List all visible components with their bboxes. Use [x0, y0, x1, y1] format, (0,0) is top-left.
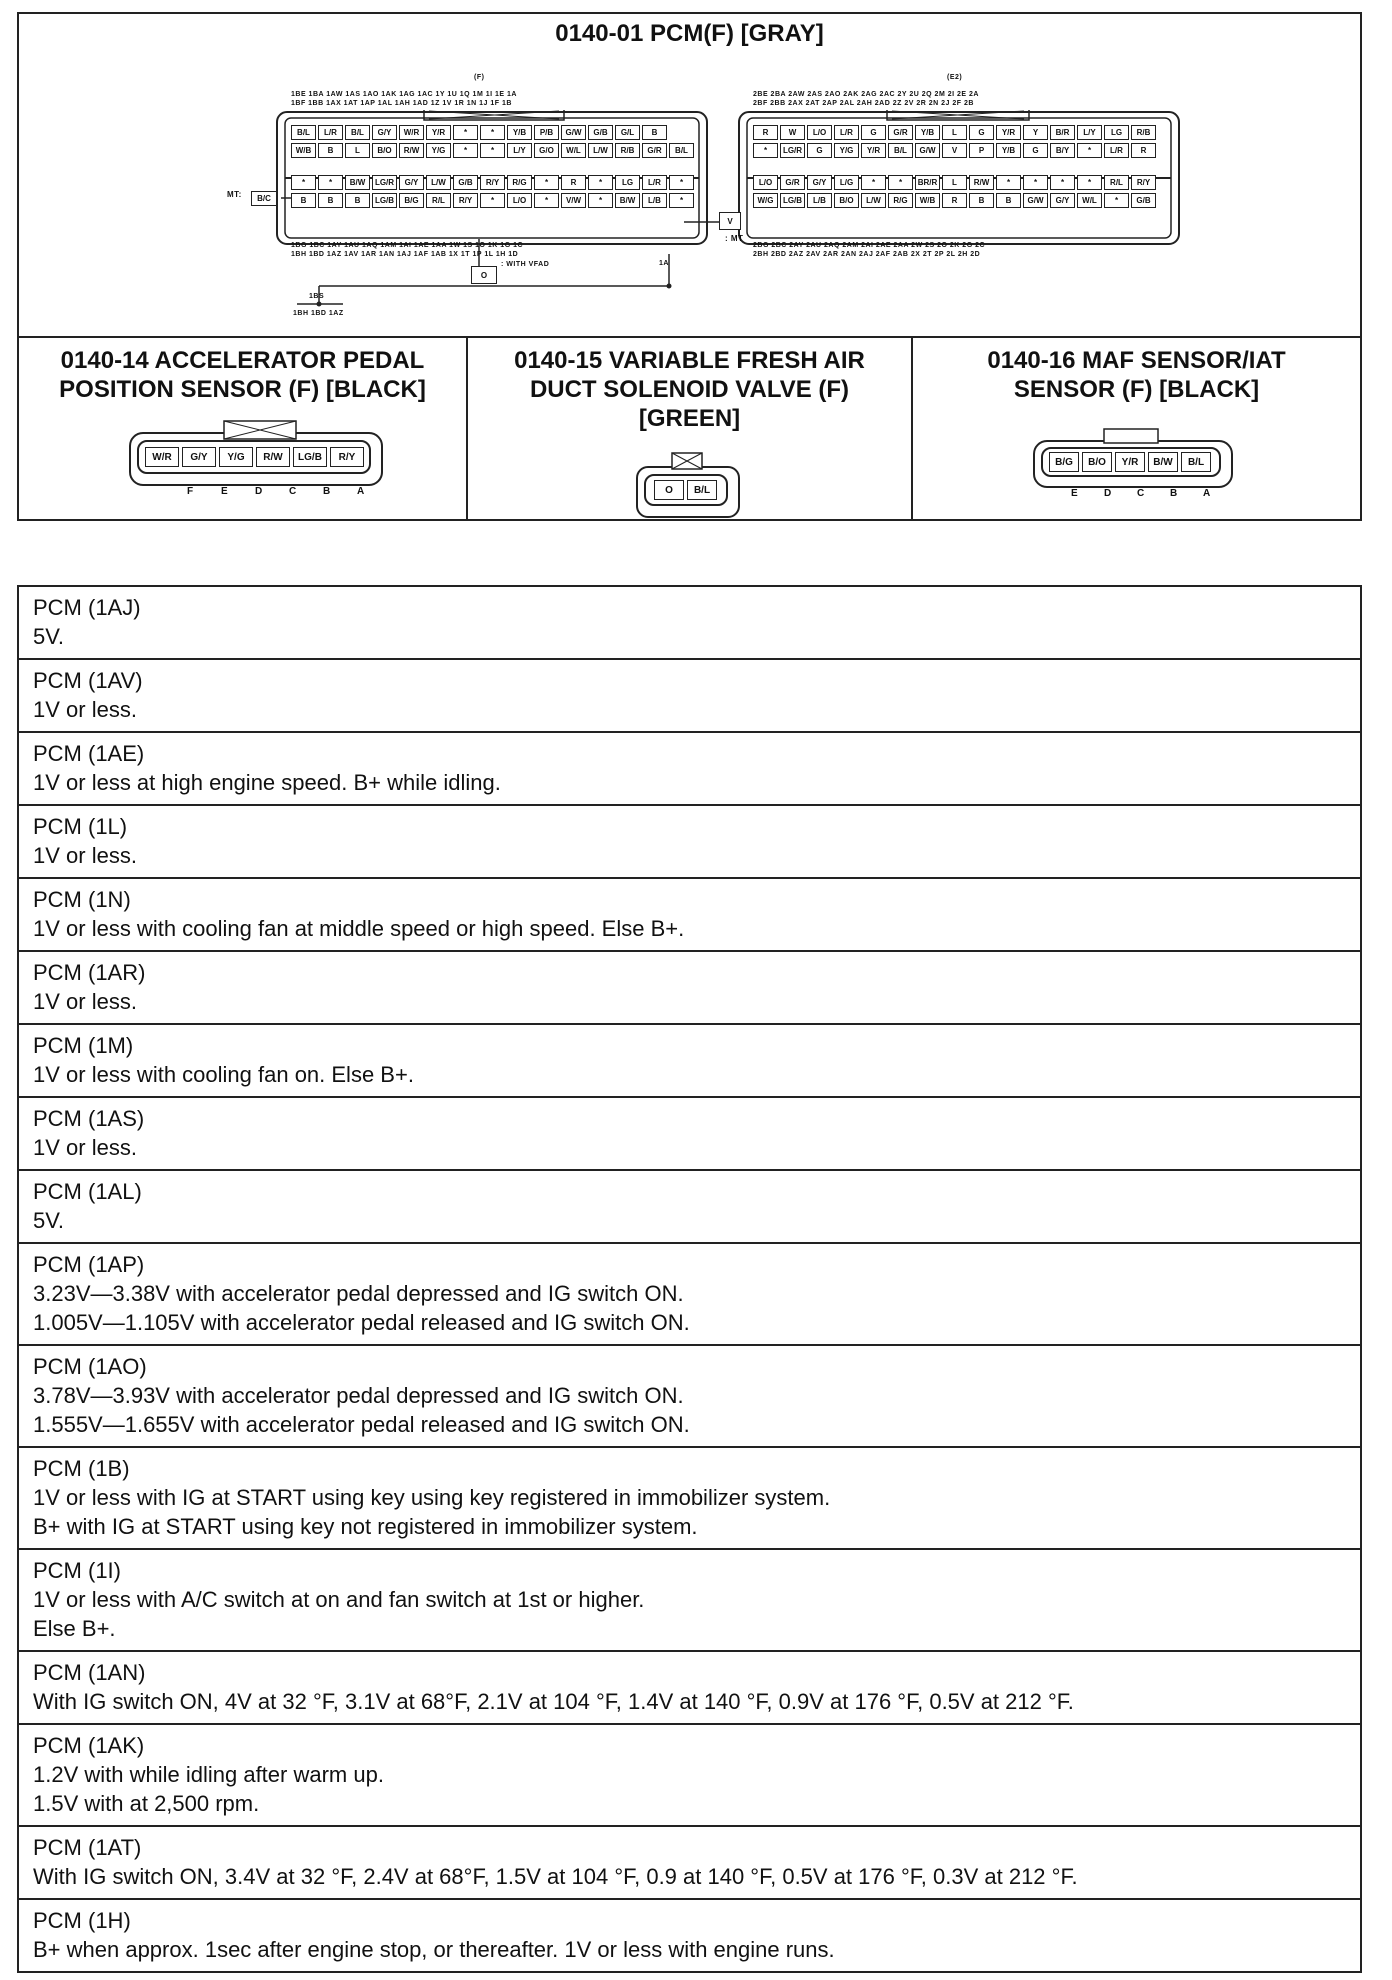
pcm-right-pin: B	[996, 193, 1021, 208]
pcm-left-pin: B	[318, 193, 343, 208]
pcm-left-pin: LG/B	[372, 193, 397, 208]
pcm-right-pin: *	[1050, 175, 1075, 190]
vfad-cell	[468, 336, 913, 519]
appsensor-pin-letter: B	[323, 486, 331, 497]
terminal-label: PCM (1M)	[33, 1033, 134, 1058]
terminal-label: PCM (1I)	[33, 1558, 121, 1583]
pcm-left-pin: L/W	[426, 175, 451, 190]
pcm-left-pin: L/Y	[507, 143, 532, 158]
pcm-right-pin: Y/G	[834, 143, 859, 158]
pcm-connector-cell	[19, 14, 1360, 338]
right-block-label: (E2)	[947, 74, 963, 81]
maf-pin: B/W	[1148, 452, 1178, 472]
terminal-label: PCM (1AK)	[33, 1733, 145, 1758]
voltage-spec-line: Else B+.	[33, 1616, 116, 1641]
pcm-left-pin: *	[588, 175, 613, 190]
pcm-left-pin: *	[669, 193, 694, 208]
table-row	[19, 1098, 1360, 1171]
vfad-o-pin: O	[471, 266, 497, 284]
pcm-left-pin: W/B	[291, 143, 316, 158]
pcm-left-pin: *	[588, 193, 613, 208]
pcm-left-pin: B	[642, 125, 667, 140]
pcm-left-pin: LG/R	[372, 175, 397, 190]
appsensor-pin-letter: F	[187, 486, 194, 497]
pcm-left-pin: B/L	[345, 125, 370, 140]
vfad-latch	[671, 452, 703, 470]
junction-bottom-labels: 1BH 1BD 1AZ	[293, 310, 344, 317]
pcm-left-pin: G/R	[642, 143, 667, 158]
table-row	[19, 1171, 1360, 1244]
app-sensor-cell	[19, 336, 468, 519]
pcm-right-pin: R/B	[1131, 125, 1156, 140]
pcm-left-pin: L/R	[318, 125, 343, 140]
pcm-left-pin: G/L	[615, 125, 640, 140]
maf-pin: B/G	[1049, 452, 1079, 472]
table-row	[19, 733, 1360, 806]
pcm-right-pin: L/R	[834, 125, 859, 140]
pcm-right-pin: LG/R	[780, 143, 805, 158]
table-row	[19, 1827, 1360, 1900]
voltage-spec-line: 1.005V—1.105V with accelerator pedal released and IG switch ON.	[33, 1310, 690, 1335]
table-row	[19, 1025, 1360, 1098]
maf-sensor-title: 0140-16 MAF SENSOR/IAT SENSOR (F) [BLACK]	[987, 347, 1286, 403]
pcm-right-pin: G	[807, 143, 832, 158]
pcm-right-pin: L/R	[1104, 143, 1129, 158]
pcm-left-pin: B	[345, 193, 370, 208]
pcm-right-pin: L/G	[834, 175, 859, 190]
vfad-pin: B/L	[687, 480, 717, 500]
maf-sensor-plug	[1033, 440, 1233, 488]
maf-pin: B/L	[1181, 452, 1211, 472]
appsensor-pin-letter: C	[289, 486, 297, 497]
appsensor-pin-letter: E	[221, 486, 228, 497]
pcm-left-pin: Y/B	[507, 125, 532, 140]
pcm-right-pin: Y	[1023, 125, 1048, 140]
right-pin-row	[753, 143, 1158, 158]
pcm-left-pin: V/W	[561, 193, 586, 208]
maf-pin-letter: E	[1071, 488, 1078, 499]
pcm-left-pin: L/O	[507, 193, 532, 208]
pcm-right-pin: *	[753, 143, 778, 158]
pcm-right-pin: G/R	[888, 125, 913, 140]
terminal-label: PCM (1H)	[33, 1908, 131, 1933]
pcm-left-pin: L/W	[588, 143, 613, 158]
left-pin-grid	[291, 125, 696, 211]
pcm-right-pin: G	[1023, 143, 1048, 158]
appsensor-pin: W/R	[145, 447, 179, 467]
table-row	[19, 1346, 1360, 1448]
appsensor-pin-letter: A	[357, 486, 365, 497]
maf-pin: B/O	[1082, 452, 1112, 472]
voltage-spec-line: With IG switch ON, 3.4V at 32 °F, 2.4V at 68°F, 1.5V at 104 °F, 0.9 at 140 °F, 0.5V at 176 °F, 0.3V at 212 °F.	[33, 1864, 1078, 1889]
pcm-right-pin: *	[996, 175, 1021, 190]
terminal-label: PCM (1AT)	[33, 1835, 142, 1860]
voltage-spec-line: 1.5V with at 2,500 rpm.	[33, 1791, 260, 1816]
appsensor-pin: R/W	[256, 447, 290, 467]
maf-pin-letter: C	[1137, 488, 1145, 499]
pcm-right-pin: *	[1077, 143, 1102, 158]
pcm-right-pin: *	[861, 175, 886, 190]
terminal-label: PCM (1AL)	[33, 1179, 142, 1204]
maf-sensor-pin-row	[1041, 447, 1221, 477]
pcm-right-pin: L	[942, 175, 967, 190]
pcm-left-pin: *	[453, 143, 478, 158]
right-bottom-pin-labels: 2BG 2BC 2AY 2AU 2AQ 2AM 2AI 2AE 2AA 2W 2S 2O 2K 2G 2C	[753, 242, 986, 249]
pcm-right-pin: W/L	[1077, 193, 1102, 208]
pcm-left-pin: B/G	[399, 193, 424, 208]
app-sensor-pin-row	[137, 440, 371, 474]
mt-right-label: : MT	[725, 234, 744, 243]
terminal-label: PCM (1N)	[33, 887, 131, 912]
pcm-left-pin: B/L	[669, 143, 694, 158]
pcm-right-pin: R	[753, 125, 778, 140]
pcm-left-pin: P/B	[534, 125, 559, 140]
terminal-label: PCM (1B)	[33, 1456, 130, 1481]
appsensor-pin: LG/B	[293, 447, 327, 467]
right-bottom-pin-labels-2: 2BH 2BD 2AZ 2AV 2AR 2AN 2AJ 2AF 2AB 2X 2T 2P 2L 2H 2D	[753, 251, 981, 258]
table-row	[19, 1900, 1360, 1973]
app-sensor-latch	[223, 420, 297, 440]
voltage-spec-line: 5V.	[33, 624, 65, 649]
right-top-pin-labels-2: 2BF 2BB 2AX 2AT 2AP 2AL 2AH 2AD 2Z 2V 2R 2N 2J 2F 2B	[753, 100, 974, 107]
pcm-left-pin: Y/G	[426, 143, 451, 158]
pcm-left-pin: G/B	[453, 175, 478, 190]
pcm-right-pin: G/W	[915, 143, 940, 158]
left-pin-row	[291, 193, 696, 208]
appsensor-pin: R/Y	[330, 447, 364, 467]
table-row	[19, 660, 1360, 733]
pcm-right-pin: Y/B	[996, 143, 1021, 158]
pcm-right-pin: L/B	[807, 193, 832, 208]
voltage-spec-line: 1.555V—1.655V with accelerator pedal released and IG switch ON.	[33, 1412, 690, 1437]
app-sensor-title: 0140-14 ACCELERATOR PEDAL POSITION SENSOR (F) [BLACK]	[59, 347, 426, 403]
pcm-right-pin: P	[969, 143, 994, 158]
left-pin-row	[291, 175, 696, 190]
pcm-right-pin: B	[969, 193, 994, 208]
pcm-right-pin: B/O	[834, 193, 859, 208]
table-row	[19, 587, 1360, 660]
pcm-right-pin: W/B	[915, 193, 940, 208]
junction-1a-label: 1A	[659, 260, 669, 267]
pcm-left-pin: G/O	[534, 143, 559, 158]
vfad-plug	[636, 466, 740, 518]
maf-sensor-latch	[1103, 428, 1159, 444]
pcm-left-pin: L	[345, 143, 370, 158]
maf-pin-letter: B	[1170, 488, 1178, 499]
right-pin-row	[753, 193, 1158, 208]
pcm-left-pin: R/B	[615, 143, 640, 158]
voltage-spec-line: 1V or less.	[33, 989, 137, 1014]
vfad-pin-row	[644, 474, 728, 506]
voltage-spec-line: With IG switch ON, 4V at 32 °F, 3.1V at 68°F, 2.1V at 104 °F, 1.4V at 140 °F, 0.9V at 176 °F, 0.5V at 212 °F.	[33, 1689, 1074, 1714]
pcm-right-pin: G/W	[1023, 193, 1048, 208]
pcm-right-pin: G/Y	[1050, 193, 1075, 208]
pcm-right-pin: G	[861, 125, 886, 140]
terminal-label: PCM (1AN)	[33, 1660, 146, 1685]
pcm-right-pin: G/Y	[807, 175, 832, 190]
pcm-left-pin: B/W	[345, 175, 370, 190]
pcm-right-pin: *	[1104, 193, 1129, 208]
pcm-left-pin: *	[453, 125, 478, 140]
pcm-right-pin: L/O	[753, 175, 778, 190]
pcm-right-pin: W/G	[753, 193, 778, 208]
pcm-right-pin: LG	[1104, 125, 1129, 140]
junction-1bs-label: 1BS	[309, 293, 325, 300]
pcm-left-pin: G/W	[561, 125, 586, 140]
maf-pin: Y/R	[1115, 452, 1145, 472]
left-pin-row	[291, 143, 696, 158]
pcm-left-pin: *	[480, 143, 505, 158]
terminal-label: PCM (1AJ)	[33, 595, 141, 620]
pcm-left-pin: B/O	[372, 143, 397, 158]
appsensor-pin: Y/G	[219, 447, 253, 467]
pcm-right-pin: L	[942, 125, 967, 140]
pcm-right-pin: G/B	[1131, 193, 1156, 208]
pcm-right-pin: R/G	[888, 193, 913, 208]
pcm-left-pin: R/G	[507, 175, 532, 190]
pcm-left-pin: *	[291, 175, 316, 190]
pcm-right-pin: BR/R	[915, 175, 940, 190]
left-top-pin-labels-2: 1BF 1BB 1AX 1AT 1AP 1AL 1AH 1AD 1Z 1V 1R 1N 1J 1F 1B	[291, 100, 512, 107]
pcm-right-pin: L/Y	[1077, 125, 1102, 140]
maf-pin-letter: A	[1203, 488, 1211, 499]
pcm-left-pin: B/L	[291, 125, 316, 140]
voltage-spec-line: 1V or less at high engine speed. B+ while idling.	[33, 770, 501, 795]
terminal-label: PCM (1AP)	[33, 1252, 145, 1277]
pcm-left-pin: R/W	[399, 143, 424, 158]
app-sensor-pin-letters	[187, 486, 391, 497]
pcm-right-pin: B/L	[888, 143, 913, 158]
voltage-spec-line: 5V.	[33, 1208, 65, 1233]
pcm-right-pin: Y/R	[861, 143, 886, 158]
pcm-right-pin: W	[780, 125, 805, 140]
maf-sensor-pin-letters	[1071, 488, 1236, 499]
voltage-spec-line: 1V or less with A/C switch at on and fan switch at 1st or higher.	[33, 1587, 645, 1612]
voltage-spec-line: 1V or less with cooling fan at middle speed or high speed. Else B+.	[33, 916, 685, 941]
pcm-left-pin: R	[561, 175, 586, 190]
table-row	[19, 1550, 1360, 1652]
pcm-right-pin: L/W	[861, 193, 886, 208]
pcm-right-pin: B/Y	[1050, 143, 1075, 158]
right-top-pin-labels: 2BE 2BA 2AW 2AS 2AO 2AK 2AG 2AC 2Y 2U 2Q 2M 2I 2E 2A	[753, 91, 979, 98]
app-sensor-plug	[129, 432, 383, 486]
pcm-right-pin: *	[1023, 175, 1048, 190]
terminal-label: PCM (1AE)	[33, 741, 145, 766]
terminal-label: PCM (1AS)	[33, 1106, 145, 1131]
pcm-left-pin: *	[480, 193, 505, 208]
vfad-pin: O	[654, 480, 684, 500]
pcm-right-pin: G	[969, 125, 994, 140]
pcm-left-pin: *	[318, 175, 343, 190]
pcm-right-pin: *	[888, 175, 913, 190]
pcm-left-pin: G/Y	[399, 175, 424, 190]
pcm-left-pin: B/W	[615, 193, 640, 208]
voltage-spec-line: 3.23V—3.38V with accelerator pedal depressed and IG switch ON.	[33, 1281, 684, 1306]
voltage-spec-line: 1.2V with while idling after warm up.	[33, 1762, 384, 1787]
mt-left-label: MT:	[227, 190, 242, 199]
pcm-right-pin: R/L	[1104, 175, 1129, 190]
pcm-connector-title: 0140-01 PCM(F) [GRAY]	[555, 20, 824, 47]
pcm-right-pin: Y/R	[996, 125, 1021, 140]
pcm-right-pin: Y/B	[915, 125, 940, 140]
voltage-spec-line: 1V or less.	[33, 843, 137, 868]
mt-left-pin: B/C	[251, 191, 277, 206]
table-row	[19, 1448, 1360, 1550]
table-row	[19, 879, 1360, 952]
terminal-voltage-table	[17, 585, 1362, 1973]
pcm-left-pin: B	[318, 143, 343, 158]
appsensor-pin: G/Y	[182, 447, 216, 467]
voltage-spec-line: 1V or less.	[33, 697, 137, 722]
pcm-right-pin: R/W	[969, 175, 994, 190]
pcm-left-pin: B	[291, 193, 316, 208]
voltage-spec-line: B+ with IG at START using key not registered in immobilizer system.	[33, 1514, 698, 1539]
maf-pin-letter: D	[1104, 488, 1112, 499]
left-top-pin-labels: 1BE 1BA 1AW 1AS 1AO 1AK 1AG 1AC 1Y 1U 1Q 1M 1I 1E 1A	[291, 91, 517, 98]
right-pin-grid	[753, 125, 1158, 211]
voltage-spec-line: B+ when approx. 1sec after engine stop, or thereafter. 1V or less with engine runs.	[33, 1937, 835, 1962]
pcm-right-pin: V	[942, 143, 967, 158]
voltage-spec-line: 1V or less.	[33, 1135, 137, 1160]
pcm-right-pin: *	[1077, 175, 1102, 190]
pcm-left-pin: LG	[615, 175, 640, 190]
pcm-left-pin: R/Y	[453, 193, 478, 208]
terminal-label: PCM (1AV)	[33, 668, 143, 693]
table-row	[19, 1652, 1360, 1725]
voltage-spec-line: 3.78V—3.93V with accelerator pedal depressed and IG switch ON.	[33, 1383, 684, 1408]
pcm-left-pin: W/R	[399, 125, 424, 140]
voltage-spec-line: 1V or less with cooling fan on. Else B+.	[33, 1062, 414, 1087]
pcm-right-pin: LG/B	[780, 193, 805, 208]
vfad-title: 0140-15 VARIABLE FRESH AIR DUCT SOLENOID VALVE (F) [GREEN]	[514, 347, 865, 432]
pcm-right-pin: L/O	[807, 125, 832, 140]
pcm-left-pin: W/L	[561, 143, 586, 158]
pcm-right-pin: R/Y	[1131, 175, 1156, 190]
terminal-label: PCM (1L)	[33, 814, 128, 839]
appsensor-pin-letter: D	[255, 486, 263, 497]
mt-right-pin: V	[719, 212, 741, 230]
with-vfad-label: : WITH VFAD	[501, 261, 550, 268]
left-bottom-pin-labels-2: 1BH 1BD 1AZ 1AV 1AR 1AN 1AJ 1AF 1AB 1X 1T 1P 1L 1H 1D	[291, 251, 519, 258]
pcm-right-pin: R	[1131, 143, 1156, 158]
pcm-left-pin: G/Y	[372, 125, 397, 140]
right-pin-row	[753, 175, 1158, 190]
pcm-left-pin: L/B	[642, 193, 667, 208]
table-row	[19, 1725, 1360, 1827]
table-row	[19, 952, 1360, 1025]
pcm-right-pin: G/R	[780, 175, 805, 190]
table-row	[19, 1244, 1360, 1346]
pcm-left-pin: R/L	[426, 193, 451, 208]
left-block-label: (F)	[474, 74, 485, 81]
pcm-left-pin: Y/R	[426, 125, 451, 140]
terminal-label: PCM (1AR)	[33, 960, 146, 985]
terminal-label: PCM (1AO)	[33, 1354, 147, 1379]
connector-diagram-panel	[17, 12, 1362, 521]
pcm-right-pin: R	[942, 193, 967, 208]
voltage-spec-line: 1V or less with IG at START using key using key registered in immobilizer system.	[33, 1485, 831, 1510]
left-pin-row	[291, 125, 696, 140]
pcm-left-pin: *	[534, 175, 559, 190]
table-row	[19, 806, 1360, 879]
pcm-left-pin: *	[534, 193, 559, 208]
right-pin-row	[753, 125, 1158, 140]
pcm-left-pin: R/Y	[480, 175, 505, 190]
maf-sensor-cell	[913, 336, 1360, 519]
pcm-left-pin: L/R	[642, 175, 667, 190]
pcm-left-pin: G/B	[588, 125, 613, 140]
pcm-left-pin: *	[480, 125, 505, 140]
left-bottom-pin-labels: 1BG 1BC 1AY 1AU 1AQ 1AM 1AI 1AE 1AA 1W 1S 1O 1K 1G 1C	[291, 242, 524, 249]
pcm-left-pin: *	[669, 175, 694, 190]
pcm-right-pin: B/R	[1050, 125, 1075, 140]
